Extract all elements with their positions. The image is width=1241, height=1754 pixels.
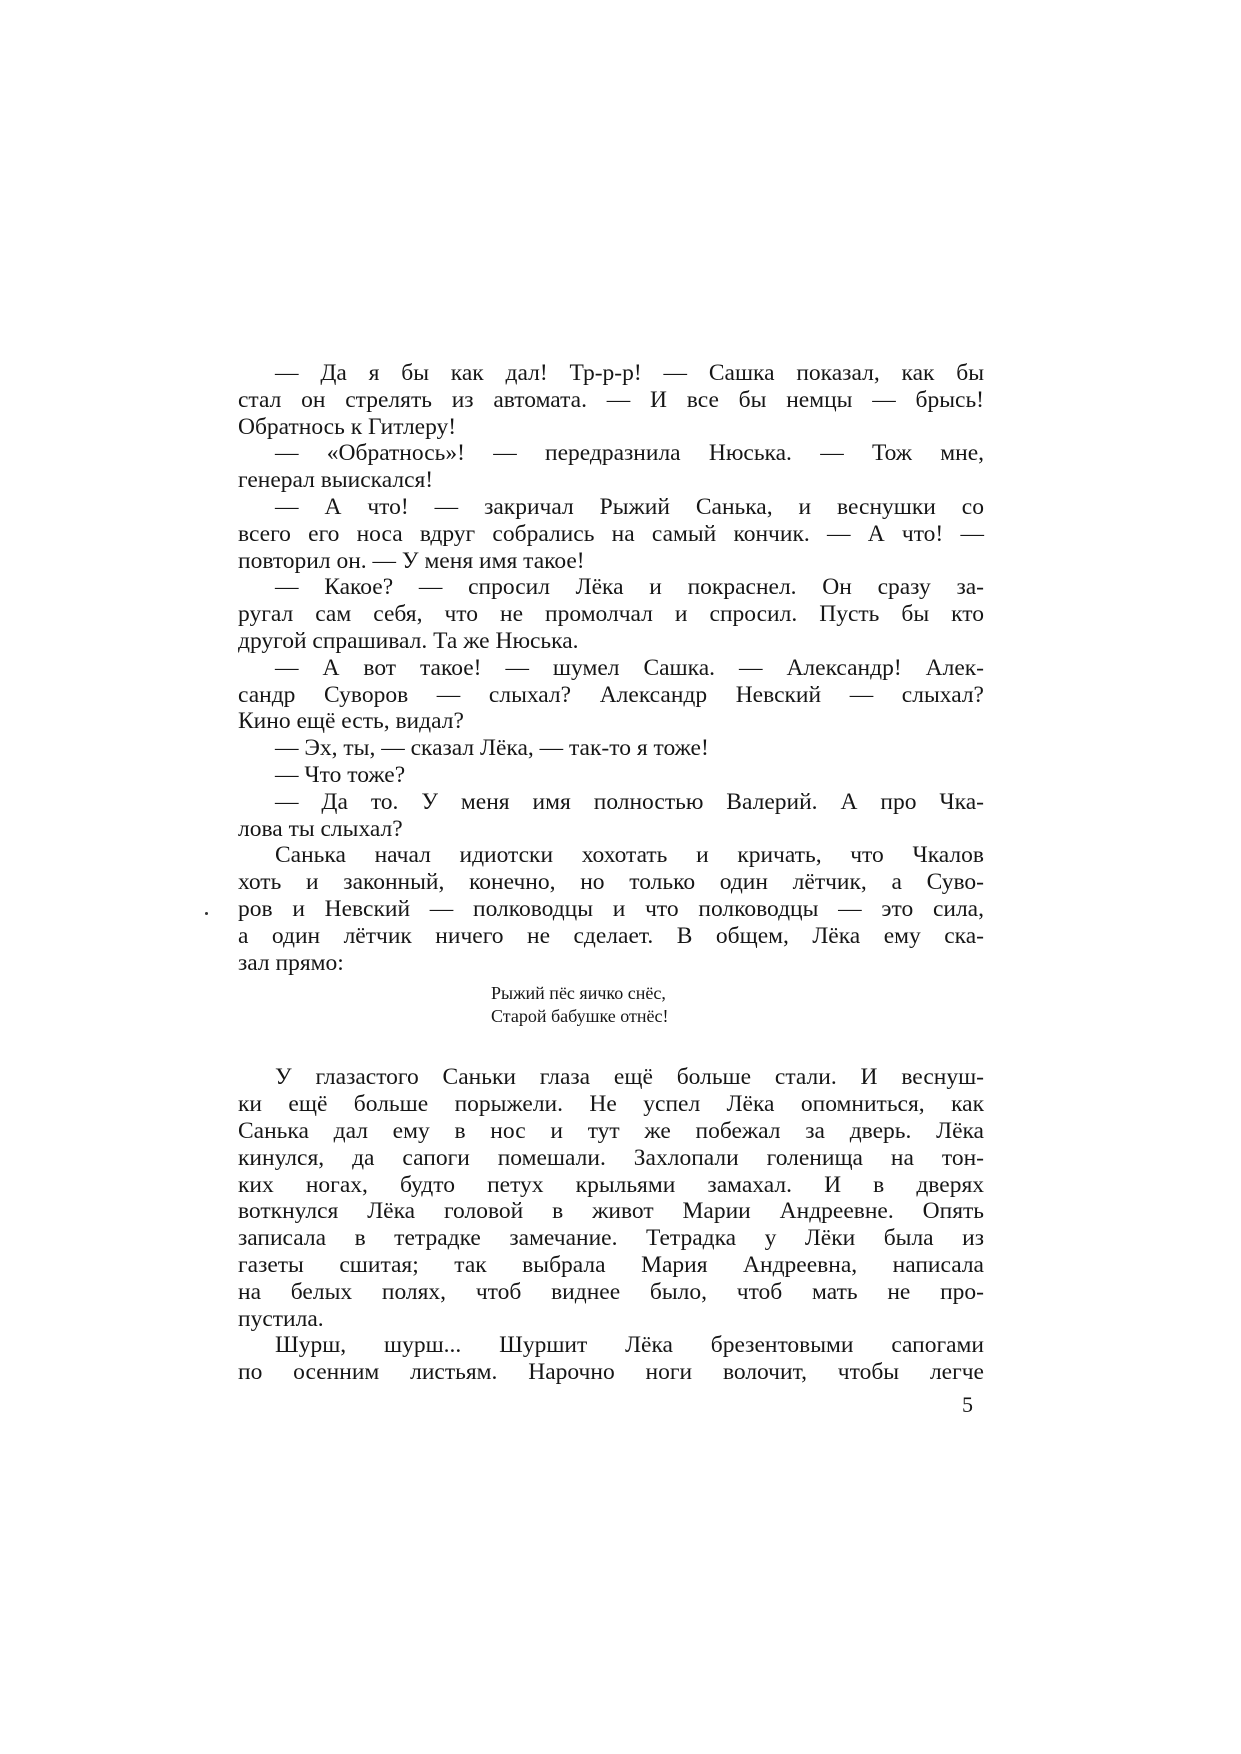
text-line: повторил он. — У меня имя такое! bbox=[238, 547, 585, 574]
text-line: хоть и законный, конечно, но только один лётчик, а Суво- bbox=[238, 869, 984, 896]
text-line: — Да я бы как дал! Тр-р-р! — Сашка показал, как бы bbox=[275, 360, 984, 386]
text-line: газеты сшитая; так выбрала Мария Андреевна, написала bbox=[238, 1251, 984, 1278]
page-number: 5 bbox=[962, 1392, 973, 1417]
paragraph bbox=[238, 494, 984, 574]
text-line: ки ещё больше порыжели. Не успел Лёка опомниться, как bbox=[238, 1091, 984, 1118]
paragraph bbox=[238, 655, 984, 735]
paragraph bbox=[238, 360, 984, 440]
text-block-before-verse bbox=[238, 360, 984, 976]
verse bbox=[238, 982, 984, 1028]
paragraph bbox=[238, 842, 984, 976]
text-line: ругал сам себя, что не промолчал и спросил. Пусть бы кто bbox=[238, 601, 984, 628]
text-line: а один лётчик ничего не сделает. В общем, Лёка ему ска- bbox=[238, 922, 984, 949]
text-line: — А вот такое! — шумел Сашка. — Александр! Алек- bbox=[275, 654, 984, 681]
verse-line: Старой бабушке отнёс! bbox=[491, 1006, 669, 1027]
paragraph bbox=[238, 762, 984, 789]
text-line: генерал выискался! bbox=[238, 467, 434, 494]
text-line: ких ногах, будто петух крыльями замахал. И в дверях bbox=[238, 1171, 984, 1198]
text-line: на белых полях, чтоб виднее было, чтоб мать не про- bbox=[238, 1278, 984, 1305]
paragraph bbox=[238, 735, 984, 762]
text-line: — Эх, ты, — сказал Лёка, — так-то я тоже! bbox=[275, 735, 709, 762]
paragraph bbox=[238, 1332, 984, 1386]
text-line: ров и Невский — полководцы и что полководцы — это сила, bbox=[238, 895, 984, 922]
paragraph bbox=[238, 574, 984, 654]
text-line: лова ты слыхал? bbox=[238, 815, 403, 842]
text-line: кинулся, да сапоги помешали. Захлопали голенища на тон- bbox=[238, 1144, 984, 1171]
text-line: — «Обратнось»! — передразнила Нюська. — Тож мне, bbox=[275, 440, 984, 467]
paragraph bbox=[238, 440, 984, 494]
paragraph bbox=[238, 789, 984, 843]
scan-speck bbox=[205, 912, 208, 915]
text-line: сандр Суворов — слыхал? Александр Невский — слыхал? bbox=[238, 681, 984, 708]
text-line: зал прямо: bbox=[238, 949, 344, 976]
text-line: Кино ещё есть, видал? bbox=[238, 708, 464, 735]
text-line: Шурш, шурш... Шуршит Лёка брезентовыми сапогами bbox=[275, 1332, 984, 1359]
text-line: — А что! — закричал Рыжий Санька, и веснушки со bbox=[275, 493, 984, 520]
spacer bbox=[238, 1028, 984, 1064]
text-line: воткнулся Лёка головой в живот Марии Андреевне. Опять bbox=[238, 1198, 984, 1225]
text-line: Санька дал ему в нос и тут же побежал за дверь. Лёка bbox=[238, 1117, 984, 1144]
text-line: Обратнось к Гитлеру! bbox=[238, 413, 457, 440]
page-body bbox=[238, 360, 984, 1386]
text-line: другой спрашивал. Та же Нюська. bbox=[238, 627, 579, 654]
text-line: У глазастого Саньки глаза ещё больше стали. И веснуш- bbox=[275, 1064, 984, 1091]
paragraph bbox=[238, 1064, 984, 1332]
text-line: всего его носа вдруг собрались на самый кончик. — А что! — bbox=[238, 520, 984, 547]
text-line: записала в тетрадке замечание. Тетрадка у Лёки была из bbox=[238, 1225, 984, 1252]
verse-line: Рыжий пёс яичко снёс, bbox=[491, 983, 666, 1004]
text-block-after-verse bbox=[238, 1064, 984, 1386]
text-line: — Да то. У меня имя полностью Валерий. А про Чка- bbox=[275, 788, 984, 815]
text-line: стал он стрелять из автомата. — И все бы немцы — брысь! bbox=[238, 386, 984, 413]
text-line: Санька начал идиотски хохотать и кричать, что Чкалов bbox=[275, 842, 984, 869]
text-line: по осенним листьям. Нарочно ноги волочит, чтобы легче bbox=[238, 1359, 984, 1386]
text-line: — Что тоже? bbox=[275, 761, 406, 788]
text-line: — Какое? — спросил Лёка и покраснел. Он сразу за- bbox=[275, 574, 984, 601]
text-line: пустила. bbox=[238, 1305, 324, 1332]
